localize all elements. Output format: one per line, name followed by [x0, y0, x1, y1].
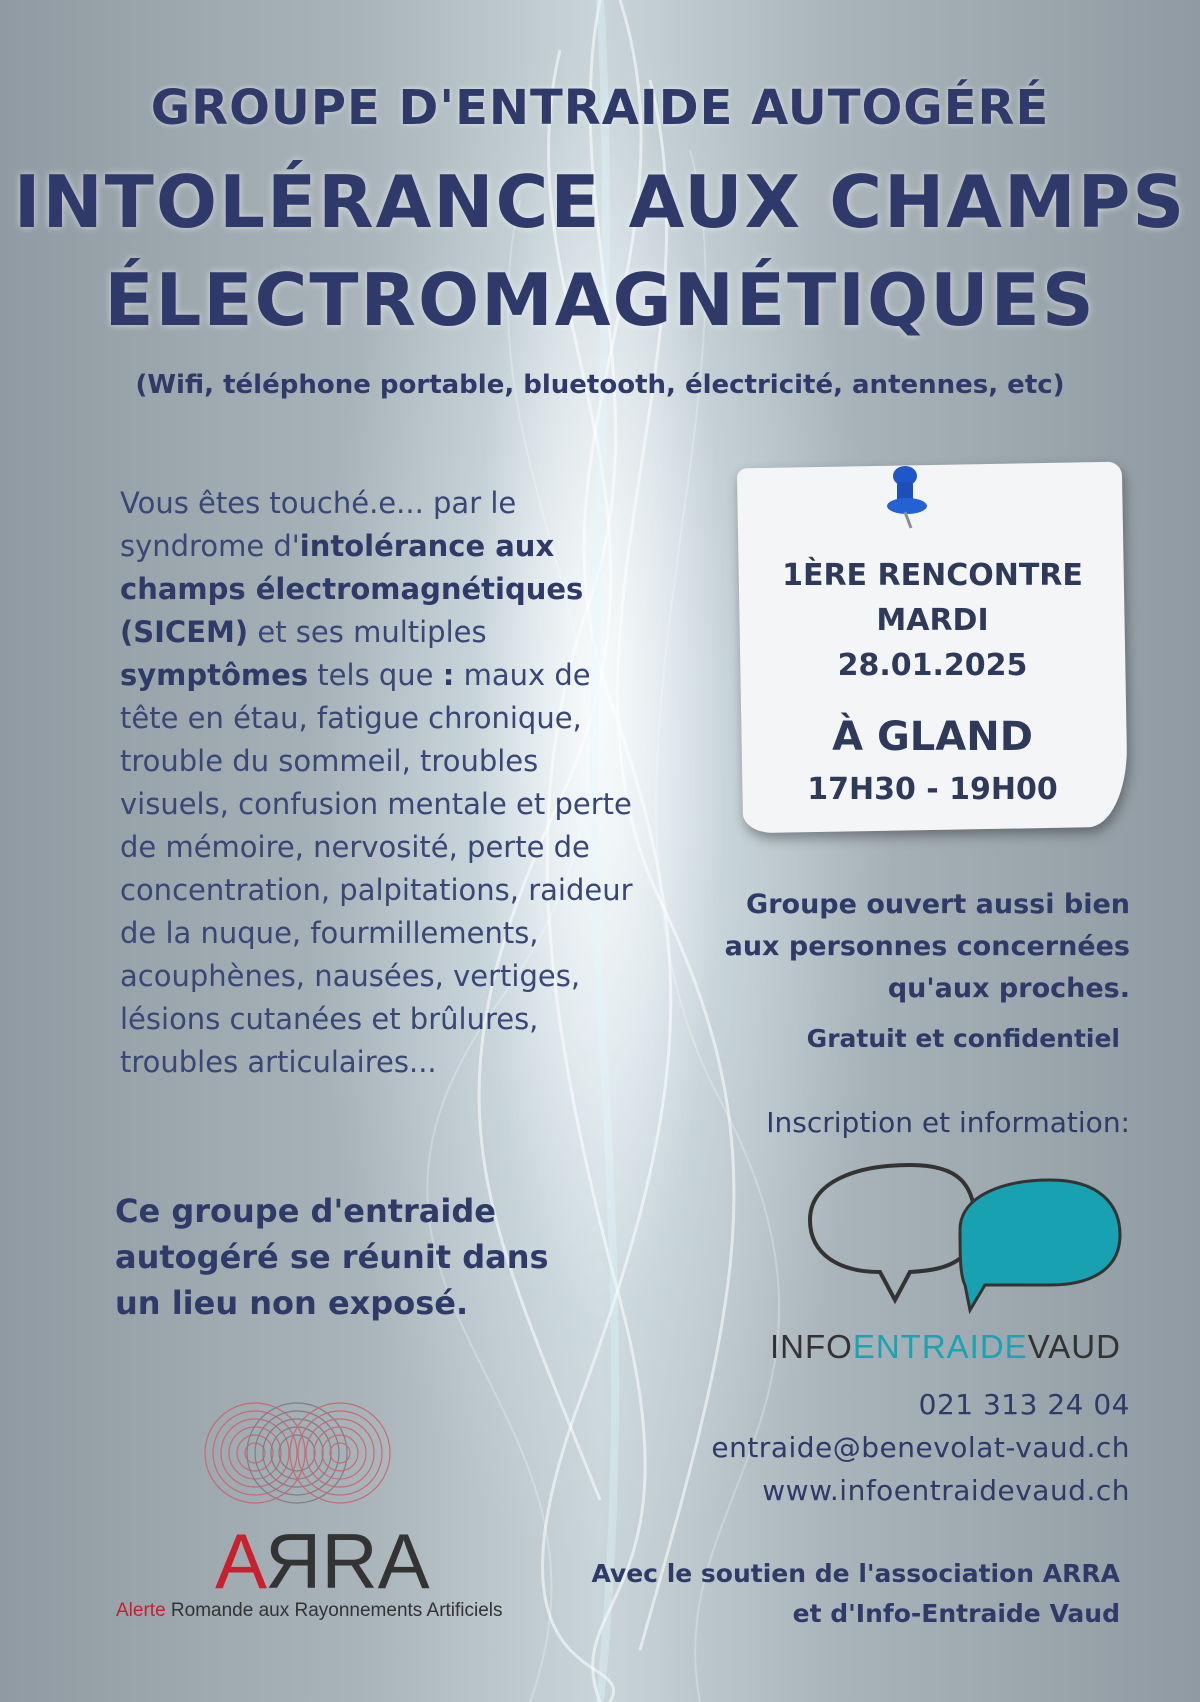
open-group-line-3: qu'aux proches. — [887, 973, 1130, 1004]
contact-website[interactable]: www.infoentraidevaud.ch — [762, 1474, 1130, 1507]
support-line-2: et d'Info-Entraide Vaud — [792, 1599, 1120, 1628]
title-line-2: INTOLÉRANCE AUX CHAMPS — [13, 160, 1187, 244]
push-pin-icon — [875, 462, 935, 537]
arra-tagline-red: Alerte — [116, 1600, 166, 1621]
symptoms-text-1: Vous êtes touché.e... par le syndrome d' — [120, 486, 517, 563]
open-group-text — [680, 884, 1130, 1010]
note-first-meeting: 1ÈRE RENCONTRE — [782, 558, 1083, 593]
open-group-line-1: Groupe ouvert aussi bien — [746, 889, 1130, 920]
free-confidential-text: Gratuit et confidentiel — [806, 1024, 1120, 1053]
symptoms-bold-1: intolérance aux champs électromagnétiques (SICEM) — [120, 529, 584, 649]
logo-entraide: ENTRAIDE — [852, 1328, 1028, 1365]
arra-circles-logo — [195, 1398, 430, 1608]
support-text — [560, 1554, 1120, 1634]
infoentraidevaud-logo-text — [770, 1328, 1130, 1366]
note-time: 17H30 - 19H00 — [807, 772, 1058, 807]
note-date: 28.01.2025 — [837, 648, 1028, 683]
title-line-3: ÉLECTROMAGNÉTIQUES — [104, 258, 1096, 342]
subtitle: (Wifi, téléphone portable, bluetooth, électricité, antennes, etc) — [135, 370, 1065, 400]
arra-logo-rra: ЯRA — [265, 1517, 430, 1605]
speech-bubbles-icon — [800, 1160, 1130, 1315]
symptoms-bold-2: symptômes — [120, 658, 309, 692]
support-line-1: Avec le soutien de l'association ARRA — [591, 1559, 1120, 1588]
arra-logo-a: A — [215, 1517, 268, 1605]
note-location: À GLAND — [832, 714, 1033, 760]
arra-tagline — [116, 1600, 516, 1622]
open-group-line-2: aux personnes concernées — [724, 931, 1130, 962]
contact-phone: 021 313 24 04 — [918, 1388, 1130, 1421]
note-day: MARDI — [876, 603, 989, 638]
symptoms-text-4: maux de tête en étau, fatigue chronique, trouble du sommeil, troubles visuels, confusion mentale et perte de mémoire, nervosité, perte de concentration, palpitations, raideur de la nuque, fourmillements, acouphènes, nausées, vertiges, lésions cutanées et brûlures, troubles articulaires... — [120, 658, 633, 1079]
logo-info: INFO — [770, 1328, 853, 1365]
logo-vaud: VAUD — [1027, 1328, 1121, 1365]
symptoms-paragraph — [120, 482, 650, 1084]
arra-tagline-rest: Romande aux Rayonnements Artificiels — [165, 1600, 503, 1621]
title-line-1: GROUPE D'ENTRAIDE AUTOGÉRÉ — [150, 80, 1050, 136]
contact-email[interactable]: entraide@benevolat-vaud.ch — [711, 1431, 1130, 1464]
inscription-label: Inscription et information: — [766, 1106, 1130, 1139]
symptoms-text-3: tels que — [308, 658, 443, 692]
symptoms-bold-3: : — [442, 658, 455, 692]
symptoms-text-2: et ses multiples — [248, 615, 487, 649]
group-statement: Ce groupe d'entraide autogéré se réunit dans un lieu non exposé. — [115, 1192, 549, 1322]
